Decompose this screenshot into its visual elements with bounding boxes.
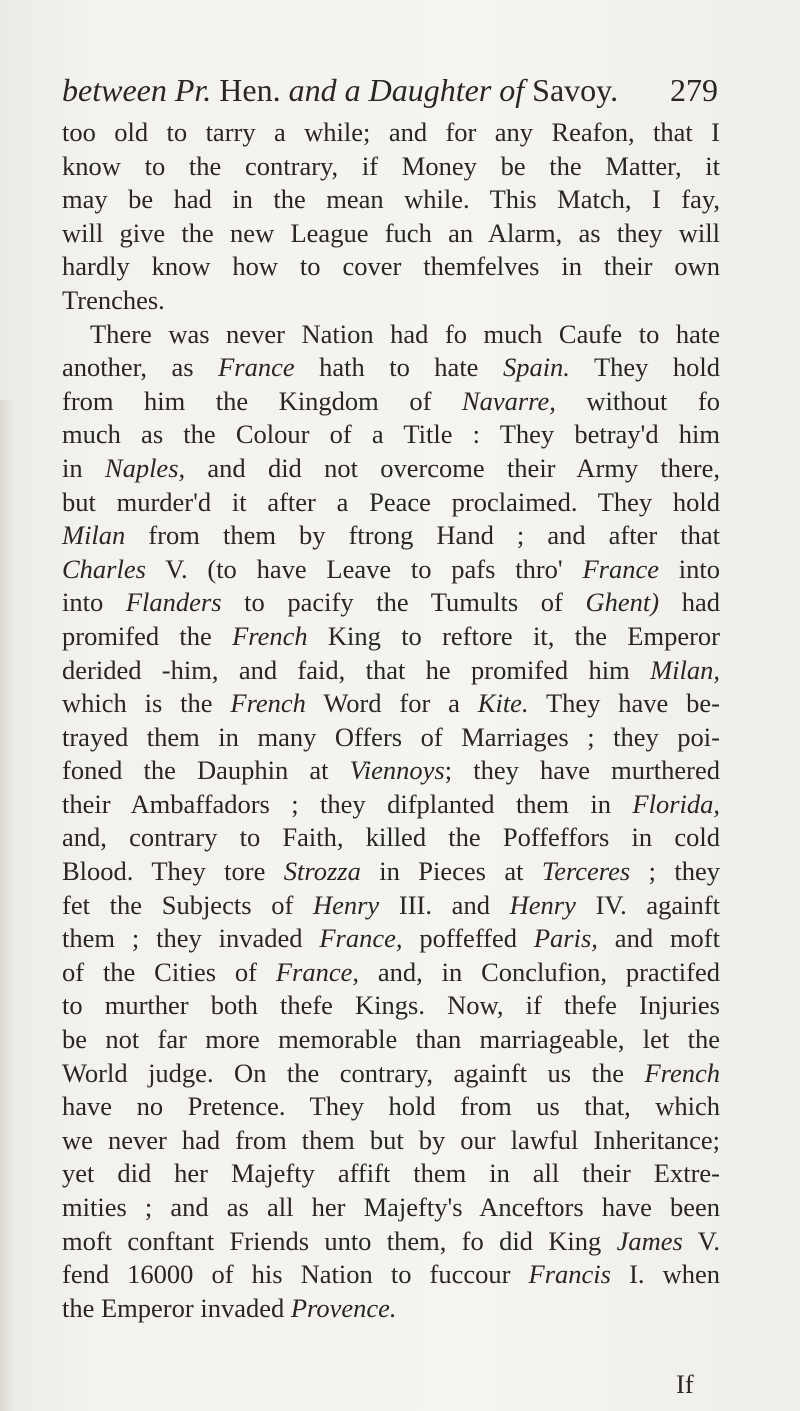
text-span: had [659, 587, 720, 618]
text-span: There was never Nation had fo much Caufe to hate [90, 318, 720, 349]
text-line [62, 821, 720, 855]
text-line [62, 687, 720, 721]
text-span: trayed them in many Offers of Marriages ; they poi- [62, 721, 720, 752]
text-line [62, 1225, 720, 1259]
text-span: fend 16000 of his Nation to fuccour [62, 1259, 529, 1290]
text-line [62, 150, 720, 184]
text-line [62, 1191, 720, 1225]
text-span: Word for a [305, 688, 478, 719]
italic-text: Henry [312, 889, 380, 920]
text-span: will give the new League fuch an Alarm, as they will [62, 217, 720, 248]
page-number: 279 [670, 72, 718, 108]
text-span: be not far more memorable than marriageable, let the [62, 1024, 720, 1055]
page-gutter-shadow [0, 400, 14, 1411]
header-savoy: Savoy. [524, 72, 619, 108]
text-line [62, 418, 720, 452]
italic-text: Provence. [290, 1292, 397, 1323]
text-line [62, 183, 720, 217]
header-hen: Hen. [211, 72, 289, 108]
text-span: World judge. On the contrary, againft us the [62, 1057, 645, 1088]
header-daughter: and a Daughter of [288, 72, 525, 108]
text-span: mities ; and as all her Majefty's Anceftors have been [62, 1192, 720, 1222]
text-line [62, 788, 720, 822]
italic-text: French [230, 688, 306, 719]
text-span: in [62, 452, 105, 483]
italic-text: Henry [509, 889, 576, 920]
italic-text: French [644, 1057, 720, 1088]
italic-text: Kite. [477, 688, 529, 719]
italic-text: Charles [62, 553, 146, 584]
text-line [62, 452, 720, 486]
text-span: and moft [597, 923, 720, 954]
italic-text: France [582, 553, 659, 584]
italic-text: Strozza [283, 856, 361, 887]
text-line [62, 586, 720, 620]
text-line [62, 989, 720, 1023]
text-span: yet did her Majefty affift them in all their Extre- [62, 1158, 720, 1189]
text-span: in Pieces at [360, 856, 542, 887]
body-text [62, 116, 720, 1325]
text-span: without fo [555, 385, 720, 416]
running-header [62, 70, 718, 110]
text-span: IV. againft [575, 889, 720, 920]
italic-text: Paris, [533, 923, 598, 954]
text-span: foned the Dauphin at [62, 755, 350, 786]
text-line [62, 956, 720, 990]
text-span: may be had in the mean while. This Match, I fay, [62, 184, 720, 215]
italic-text: Spain. [502, 352, 570, 383]
text-line [62, 1090, 720, 1124]
text-line [62, 889, 720, 923]
italic-text: Milan, [650, 654, 720, 685]
text-span: poffeffed [402, 923, 534, 954]
text-line [62, 553, 720, 587]
italic-text: Florida, [632, 788, 720, 819]
text-line [62, 855, 720, 889]
catchword: If [676, 1369, 694, 1399]
text-line [62, 318, 720, 352]
text-span: which is the [62, 688, 231, 719]
text-span: from him the Kingdom of [62, 385, 462, 416]
text-line [62, 654, 720, 688]
text-span: hath to hate [294, 352, 503, 383]
text-span: and did not overcome their Army there, [185, 452, 720, 483]
italic-text: Navarre, [461, 385, 556, 416]
italic-text: James [616, 1225, 683, 1256]
text-span: their Ambaffadors ; they difplanted them in [62, 788, 633, 819]
italic-text: Ghent) [585, 587, 660, 618]
text-span: III. and [379, 889, 510, 920]
italic-text: Viennoys [349, 755, 445, 786]
italic-text: France [218, 352, 295, 383]
italic-text: Terceres [541, 856, 631, 887]
italic-text: Milan [62, 520, 126, 551]
text-span: and, contrary to Faith, killed the Poffeffors in cold [62, 822, 720, 853]
text-span: to murther both thefe Kings. Now, if thefe Injuries [62, 990, 720, 1021]
text-span: too old to tarry a while; and for any Reafon, that I [62, 117, 720, 147]
text-span: and, in Conclufion, practifed [359, 956, 720, 987]
text-span: hardly know how to cover themfelves in their own [62, 251, 720, 282]
text-span: to pacify the Tumults of [221, 587, 586, 618]
text-line [62, 1057, 720, 1091]
italic-text: French [232, 620, 308, 651]
text-span: them ; they invaded [62, 923, 320, 954]
text-line [62, 1258, 720, 1292]
text-span: moft conftant Friends unto them, fo did King [62, 1225, 617, 1256]
italic-text: France, [275, 956, 359, 987]
text-span: derided -him, and faid, that he promifed him [62, 654, 651, 685]
text-line [62, 754, 720, 788]
text-line [62, 486, 720, 520]
text-span: into [62, 587, 126, 618]
text-span: promifed the [62, 620, 233, 651]
text-span: know to the contrary, if Money be the Matter, it [62, 150, 720, 181]
text-line [62, 351, 720, 385]
text-span: the Emperor invaded [62, 1292, 291, 1323]
text-line [62, 922, 720, 956]
header-between: between Pr. [62, 72, 212, 108]
italic-text: Francis [528, 1259, 611, 1290]
text-span: of the Cities of [62, 956, 276, 987]
text-line [62, 620, 720, 654]
text-span: into [658, 553, 720, 584]
text-span: They hold [569, 352, 720, 383]
text-line [62, 1124, 720, 1158]
text-line [62, 116, 720, 150]
text-span: V. [682, 1225, 720, 1256]
italic-text: France, [319, 923, 403, 954]
text-span: I. when [610, 1259, 720, 1290]
text-span: from them by ftrong Hand ; and after that [125, 520, 720, 551]
text-line [62, 217, 720, 251]
text-span: They have be- [528, 688, 720, 719]
text-span: V. (to have Leave to pafs thro' [145, 553, 583, 584]
text-line [62, 1023, 720, 1057]
text-span: Trenches. [62, 284, 165, 315]
text-line [62, 1157, 720, 1191]
text-line [62, 250, 720, 284]
text-span: but murder'd it after a Peace proclaimed. They hold [62, 486, 720, 517]
italic-text: Naples, [104, 452, 186, 483]
text-span: Blood. They tore [62, 856, 284, 887]
text-span: we never had from them but by our lawful Inheritance; [62, 1124, 720, 1155]
text-span: another, as [62, 352, 219, 383]
text-line [62, 284, 720, 318]
text-span: ; they have murthered [444, 755, 720, 786]
text-line [62, 385, 720, 419]
text-span: King to reftore it, the Emperor [307, 620, 720, 651]
text-span: ; they [630, 856, 720, 887]
text-span: much as the Colour of a Title : They betray'd him [62, 419, 720, 450]
text-line [62, 519, 720, 553]
italic-text: Flanders [125, 587, 222, 618]
text-line [62, 721, 720, 755]
text-span: fet the Subjects of [62, 889, 313, 920]
text-span: have no Pretence. They hold from us that, which [62, 1091, 720, 1122]
text-line [62, 1292, 720, 1326]
